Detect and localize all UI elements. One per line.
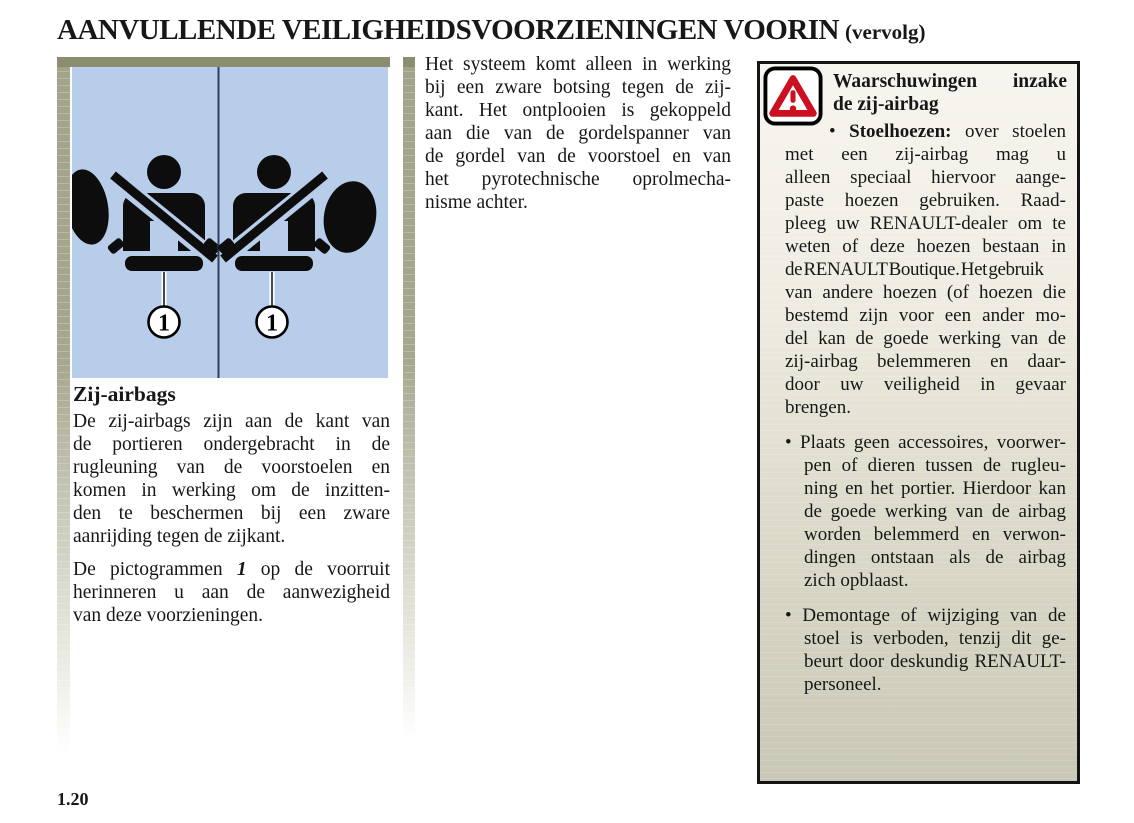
zij-airbags-paragraph-2: De pictogrammen 1 op de voorruit herinneren u aan de aanwezigheid van deze voorzieningen. <box>73 559 390 626</box>
callout-1-right <box>257 307 288 338</box>
callout-1-left <box>149 307 180 338</box>
page-title-text: AANVULLENDE VEILIGHEIDSVOORZIENINGEN VOORIN <box>57 14 839 46</box>
warning-triangle-icon <box>763 66 823 126</box>
column-divider-bar <box>403 57 415 770</box>
warning-bullet-accessoires: • Plaats geen accessoires, voorwer- pen of dieren tussen de rugleu- ning en het portier. Hierdoor kan de goede werking van de airbag worden belemmerd en verwon- dingen ontstaan als de airbag zich opblaast. <box>785 432 1066 591</box>
side-airbag-pictogram-panel <box>72 67 388 378</box>
warning-body <box>785 120 1066 708</box>
callout-1-right-label: 1 <box>266 310 278 337</box>
page-title <box>57 14 925 47</box>
warning-bullet-stoelhoezen: • Stoelhoezen: over stoelen met een zij-airbag mag u alleen speciaal hiervoor aange- paste hoezen gebruiken. Raad- pleeg uw RENAULT-dealer om te weten of deze hoezen bestaan in de RENAULT Boutique. Het gebruik van andere hoezen (of hoezen die bestemd zijn voor een ander mo- del kan de goede werking van de zij-airbag belemmeren en daar- door uw veiligheid in gevaar brengen. <box>785 121 1067 418</box>
seat-occupant-left-icon <box>107 155 222 271</box>
zij-airbags-section <box>73 382 390 637</box>
callout-1-left-label: 1 <box>158 310 170 337</box>
pictogram-divider-line <box>218 67 220 378</box>
warning-box <box>757 61 1080 784</box>
pictogram-illustration <box>72 67 388 378</box>
warning-title: Waarschuwingen inzake de zij-airbag <box>833 71 1067 115</box>
page-title-suffix: (vervolg) <box>845 20 926 44</box>
warning-bullet-demontage: • Demontage of wijziging van de stoel is verboden, tenzij dit ge- beurt door deskundig RENAULT- personeel. <box>785 605 1066 695</box>
page-number: 1.20 <box>57 789 89 809</box>
frame-left-bar <box>57 57 70 783</box>
frame-top-bar <box>60 57 390 67</box>
seat-occupant-right-icon <box>217 155 332 271</box>
system-intro-paragraph: Het systeem komt alleen in werking bij een zware botsing tegen de zij- kant. Het ontplooien is gekoppeld aan die van de gordelspanner van de gordel van de voorstoel en van het pyrotechnische oprolmecha- nisme achter. <box>425 54 731 213</box>
zij-airbags-paragraph-1: De zij-airbags zijn aan de kant van de portieren ondergebracht in de rugleuning van de voorstoelen en komen in werking om de inzitten- den te beschermen bij een zware aanrijding tegen de zijkant. <box>73 411 390 547</box>
side-airbag-left-icon <box>72 166 114 248</box>
zij-airbags-heading: Zij-airbags <box>73 382 176 406</box>
